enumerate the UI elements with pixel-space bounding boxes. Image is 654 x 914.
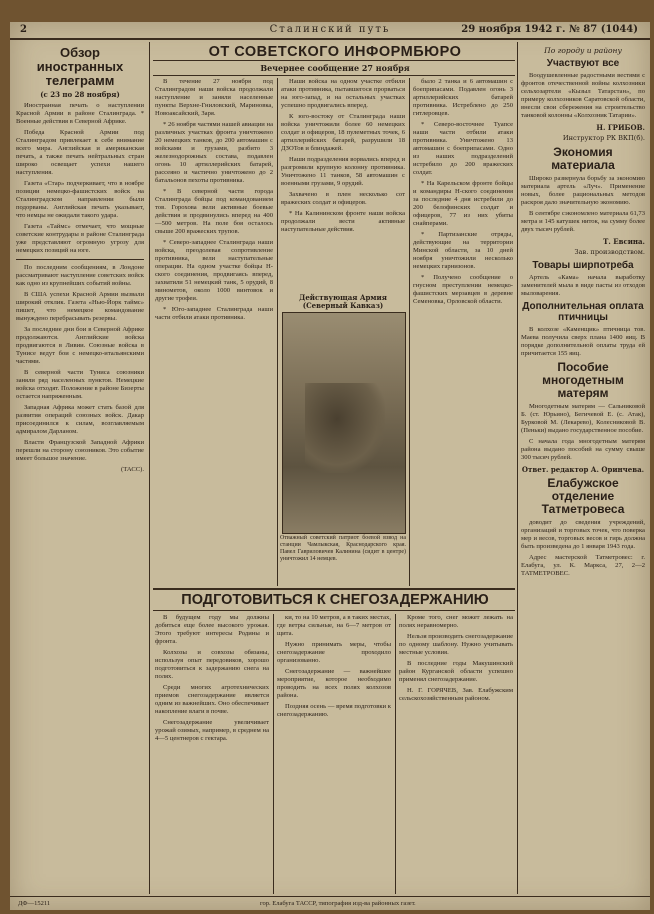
signature-evsina-title: Зав. производством. [574, 248, 645, 256]
article-paragraph: В сентябре сэкономлено материала 61,73 метра и 145 катушек ниток, на сумму более двух тысяч рублей. [521, 210, 645, 233]
headline-consumer-goods: Товары ширпотреба [532, 260, 634, 271]
article-paragraph: Газета «Таймс» отмечает, что мощные советские контрудары в районе Сталинграда уже представляют огромную угрозу для немецких позиций на юге. [16, 223, 144, 254]
article-paragraph: В северной части Туниса союзники заняли ряд населенных пунктов. Немецкие войска отходят. Положение в районе Бизерты остается напряженным. [16, 369, 144, 400]
local-news-column [521, 42, 645, 894]
report-column-3 [413, 78, 513, 586]
article-paragraph: * На Калининском фронте наши войска продолжали вести активные наступательные действия. [281, 210, 405, 233]
headline-all-participate: Участвуют все [546, 58, 620, 69]
snow-column-2 [277, 614, 391, 894]
article-paragraph: Адрес мастерской Татметровес: г. Елабуга, ул. К. Маркса, 27, 2—2 ТАТМЕТРОВЕС. [521, 554, 645, 577]
article-paragraph: Нельзя производить снегозадержание по одному шаблону. Нужно учитывать местные условия. [399, 633, 513, 656]
article-paragraph: Власти Французской Западной Африки перешли на сторону союзников. Это событие имеет большое значение. [16, 439, 144, 462]
article-paragraph: За последние дни бои в Северной Африке продолжаются. Английские войска продвигаются в Ливии. Союзные войска в Тунисе ведут бои с немецко-итальянскими частями. [16, 326, 144, 365]
article-paragraph: Газета «Стар» подчеркивает, что в ноябре позиции немецко-фашистских войск на Сталинградском направлении были подорваны. Английская печать указывает, что немцы не ожидали такого удара. [16, 180, 144, 219]
article-paragraph: Воодушевленные радостными вестями с фронтов отечественной войны колхозники сельхозартели «Кызыл Татарстан», по примеру колхозников Саратовской области, внесли свои сбережения на строительство танковой колонны «Колхозник Татарии». [521, 72, 645, 119]
foreign-telegrams-dates: (с 23 по 28 ноября) [40, 90, 120, 99]
headline-mothers-allowance: Пособие многодетным матерям [542, 360, 624, 400]
article-paragraph: ки, то на 10 метров, а в таких местах, где ветры сильные, на 6—7 метров от щита. [277, 614, 391, 637]
article-paragraph: Нужно принимать меры, чтобы снегозадержание проходило организованно. [277, 641, 391, 664]
newspaper-name: Сталинский путь [269, 24, 391, 35]
headline-extra-pay: Дополнительная оплата птичницы [522, 301, 644, 323]
article-paragraph: * На Карельском фронте бойцы и командиры Н-ского соединения за последние 4 дня истребили до 200 белофинских солдат и офицеров, 77 из них убиты снайперами. [413, 180, 513, 227]
signature-evsina: Т. Евсина. [603, 237, 645, 246]
photo-caption: Отважный советский патриот боевой взвод на станции Чамлыкская, Краснодарского края. Павел Гавриловичев Калинина (сидит в центре) уничтожил 14 немцев. [280, 535, 406, 562]
article-paragraph: Поздняя осень — время подготовки к снегозадержанию. [277, 703, 391, 718]
article-paragraph: * Юго-западнее Сталинграда наши части отбили атаки противника. [155, 306, 273, 321]
tass-credit: (ТАСС). [121, 466, 144, 473]
article-paragraph: С начала года многодетным матерям района выдано пособий на сумму свыше 300 тысяч рублей. [521, 438, 645, 461]
article-paragraph: Иностранная печать о наступлении Красной Армии в районе Сталинграда. * Военные действия в Северной Африке. [16, 102, 144, 125]
article-paragraph: Артель «Кама» начала выработку заменителей мыла в виде пасты из отходов мыловарения. [521, 274, 645, 297]
issue-date: 29 ноября 1942 г. № 87 (1044) [461, 24, 638, 35]
sovinformburo-headline: ОТ СОВЕТСКОГО ИНФОРМБЮРО [208, 44, 462, 60]
headline-material-economy: Экономия материала [551, 145, 615, 172]
article-paragraph: было 2 танка и 6 автомашин с боеприпасами. Подавлен огонь 3 артиллерийских батарей противника. Истреблено до 250 гитлеровцев. [413, 78, 513, 117]
article-paragraph: * 26 ноября частями нашей авиации на различных участках фронта уничтожено 20 немецких танков, до 200 автомашин с войсками и грузами, разбито 3 железнодорожных состава, подавлен огонь 10 артиллерийских батарей, рассеяно и частично уничтожено до 2 батальонов пехоты противника. [155, 121, 273, 184]
article-paragraph: К юго-востоку от Сталинграда наши войска уничтожили более 60 немецких солдат и офицеров, 18 пулеметных точек, 6 артиллерийских батарей, разрушили 18 ДЗОТов и блиндажей. [281, 113, 405, 152]
article-paragraph: доводит до сведения учреждений, организаций и торговых точек, что поверка мер и весов, торговых весов и гирь должна быть произведена до 1 января 1943 года. [521, 519, 645, 550]
article-paragraph: В США успехи Красной Армии вызвали широкий отклик. Газета «Нью-Йорк таймс» пишет, что немецкое командование вынуждено перебрасывать резервы. [16, 291, 144, 322]
article-paragraph: * Северо-западнее Сталинграда наши войска, преодолевая сопротивление противника, вели наступательные операции. На одном участке бойцы Н-ского соединения, продвигаясь вперед, захватили 51 немецкий танк, 5 орудий, 8 минометов, около 1000 винтовок и другие трофеи. [155, 239, 273, 302]
soldier-photo [282, 312, 406, 534]
signature-gribov: Н. ГРИБОВ. [596, 123, 645, 132]
article-paragraph: * Северо-восточнее Туапсе наши части отбили атаки противника. Уничтожено 13 автомашин с боеприпасами. Одно из наших подразделений истребило до 200 вражеских солдат. [413, 121, 513, 176]
page-number: 2 [20, 24, 27, 35]
article-paragraph: Широко развернула борьбу за экономию материала артель «Луч». Применение новых, более рациональных методов раскроя дало значительную экономию. [521, 175, 645, 206]
footer-printer: гор. Елабуга ТАССР, типография изд-ва районных газет. [260, 900, 416, 907]
article-paragraph: В течение 27 ноября под Сталинградом наши войска продолжали наступление и заняли населенные пункты Верхне-Гниловский, Мариновка, Новоаксайский, Заря. [155, 78, 273, 117]
evening-report-subtitle: Вечернее сообщение 27 ноября [260, 63, 410, 73]
photo-title: Действующая Армия (Северный Кавказ) [299, 293, 387, 310]
article-paragraph: Снегозадержание увеличивает урожай озимых, например, в среднем на 4—5 центнеров с гектара. [155, 719, 269, 742]
report-column-1 [155, 78, 273, 586]
article-paragraph: * Партизанские отряды, действующие на территории Минской области, за 10 дней ноября уничтожили несколько немецких гарнизонов. [413, 231, 513, 270]
snow-column-3 [399, 614, 513, 894]
foreign-telegrams-title: Обзор иностранных телеграмм [36, 45, 124, 88]
article-paragraph: Наши подразделения ворвались вперед и разгромили крупную колонну противника. Уничтожено 11 танков, 58 автомашин с военными грузами, 9 орудий. [281, 156, 405, 187]
footer [10, 896, 650, 911]
article-paragraph: В колхозе «Каменщик» птичница тов. Маева получила сверх плана 1400 яиц. В порядке дополнительной оплаты труда ей причитается 155 яиц. [521, 326, 645, 357]
article-paragraph: Н. Г. ГОРЯЧЕВ, Зав. Елабужским сельскохозяйственным районом. [399, 687, 513, 702]
article-paragraph: В будущем году мы должны добиться еще более высокого урожая. Этого требуют интересы Родины и фронта. [155, 614, 269, 645]
local-news-tag: По городу и району [544, 46, 622, 55]
newspaper-page [10, 22, 650, 910]
snow-retention-headline: ПОДГОТОВИТЬСЯ К СНЕГОЗАДЕРЖАНИЮ [181, 592, 489, 608]
article-paragraph: По последним сообщениям, в Лондоне рассматривают наступление советских войск как одно из крупнейших событий войны. [16, 264, 144, 287]
footer-code: ДФ—15211 [18, 900, 51, 907]
article-paragraph: Победа Красной Армии под Сталинградом привлекает к себе внимание всего мира. Английская и американская печать, а также печать нейтральных стран широко освещает успехи нашего наступления. [16, 129, 144, 176]
article-paragraph: Кроме того, снег может лежать на полях неравномерно. [399, 614, 513, 629]
article-paragraph: Многодетным матерям — Сальниковой Б. (ст. Юрьино), Бегичевой Е. (с. Атак), Бурковой М. (Лекарево), Колесниковой В. (Пеньки) выдано государственное пособие. [521, 403, 645, 434]
article-paragraph: Колхозы и совхозы обязаны, используя опыт передовиков, хорошо подготовиться к задержанию снега на полях. [155, 649, 269, 680]
signature-gribov-title: Инструктор РК ВКП(б). [562, 134, 645, 142]
article-paragraph: Захвачено в плен несколько сот вражеских солдат и офицеров. [281, 191, 405, 206]
article-paragraph: Среди многих агротехнических приемов снегозадержание является одним из важнейших. Оно обеспечивает накопление влаги в почве. [155, 684, 269, 715]
article-paragraph: В последние годы Макушинский район Курганской области успешно применял снегозадержание. [399, 660, 513, 683]
article-paragraph: Наши войска на одном участке отбили атаки противника, пытавшегося прорваться на юго-запад, и на остальных участках успешно продвигались вперед. [281, 78, 405, 109]
article-paragraph: * Получено сообщение о гнусном преступлении немецко-фашистских мерзавцев в деревне Семеновка, Орловской области. [413, 274, 513, 305]
report-column-2 [281, 78, 405, 292]
foreign-telegrams-column [16, 42, 144, 894]
snow-column-1 [155, 614, 269, 894]
article-paragraph: Снегозадержание — важнейшее мероприятие, которое необходимо проводить на всех полях колхозов района. [277, 668, 391, 699]
article-paragraph: * В северной части города Сталинграда бойцы под командованием тов. Горохова вели активные боевые действия и продвинулись вперед на 400—500 метров. На поле боя осталось свыше 200 вражеских трупов. [155, 188, 273, 235]
editor-credit: Ответ. редактор А. Оринчева. [521, 465, 645, 474]
masthead [10, 22, 650, 40]
headline-tatmetroves: Елабужское отделение Татметровеса [541, 476, 625, 516]
article-paragraph: Западная Африка может стать базой для развития операций союзных войск. Дакар присоединился к силам, возглавляемым адмиралом Дарланом. [16, 404, 144, 435]
